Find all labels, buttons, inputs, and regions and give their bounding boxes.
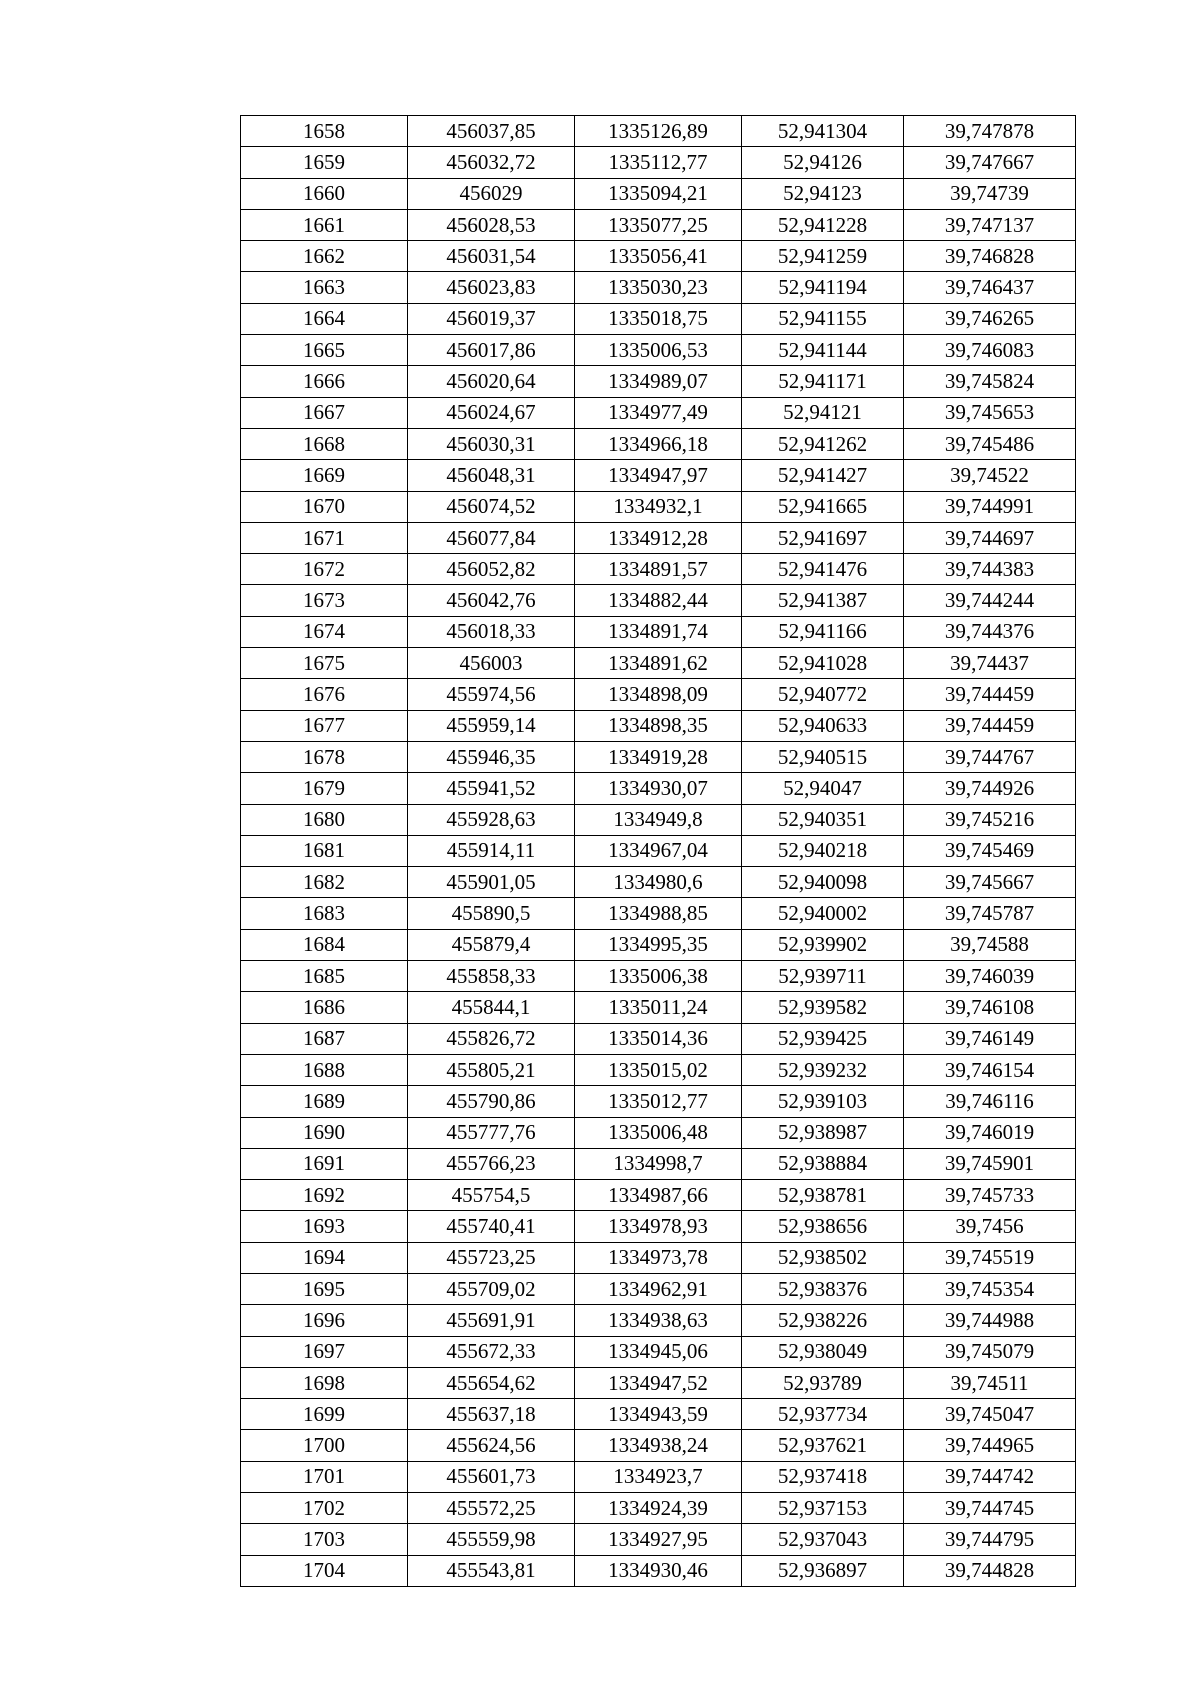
cell-x: 455858,33 (408, 961, 575, 992)
cell-lat: 52,941166 (742, 616, 904, 647)
cell-y: 1335094,21 (575, 178, 742, 209)
cell-y: 1334924,39 (575, 1493, 742, 1524)
cell-lat: 52,937734 (742, 1399, 904, 1430)
cell-y: 1334938,24 (575, 1430, 742, 1461)
table-row (241, 741, 1076, 772)
cell-lon: 39,746039 (904, 961, 1076, 992)
cell-lat: 52,941171 (742, 366, 904, 397)
cell-lat: 52,937043 (742, 1524, 904, 1555)
cell-lon: 39,746437 (904, 272, 1076, 303)
table-row (241, 1117, 1076, 1148)
cell-y: 1334930,07 (575, 773, 742, 804)
cell-lat: 52,941665 (742, 491, 904, 522)
cell-lat: 52,941427 (742, 460, 904, 491)
table-row (241, 929, 1076, 960)
cell-lat: 52,939902 (742, 929, 904, 960)
cell-y: 1334973,78 (575, 1242, 742, 1273)
cell-y: 1334966,18 (575, 428, 742, 459)
cell-y: 1335077,25 (575, 209, 742, 240)
cell-y: 1335012,77 (575, 1086, 742, 1117)
cell-lat: 52,938656 (742, 1211, 904, 1242)
cell-y: 1335056,41 (575, 241, 742, 272)
table-row (241, 1211, 1076, 1242)
cell-y: 1335112,77 (575, 147, 742, 178)
cell-lat: 52,941262 (742, 428, 904, 459)
cell-x: 456019,37 (408, 303, 575, 334)
cell-lat: 52,941028 (742, 648, 904, 679)
cell-point-no: 1663 (241, 272, 408, 303)
table-row (241, 303, 1076, 334)
cell-y: 1334923,7 (575, 1461, 742, 1492)
cell-point-no: 1661 (241, 209, 408, 240)
cell-point-no: 1660 (241, 178, 408, 209)
table-row (241, 898, 1076, 929)
cell-lon: 39,745667 (904, 867, 1076, 898)
cell-y: 1334912,28 (575, 522, 742, 553)
cell-x: 456042,76 (408, 585, 575, 616)
cell-lon: 39,744795 (904, 1524, 1076, 1555)
cell-y: 1334977,49 (575, 397, 742, 428)
table-row (241, 147, 1076, 178)
cell-lat: 52,940098 (742, 867, 904, 898)
cell-point-no: 1664 (241, 303, 408, 334)
cell-point-no: 1675 (241, 648, 408, 679)
cell-y: 1334891,62 (575, 648, 742, 679)
cell-lon: 39,74522 (904, 460, 1076, 491)
cell-point-no: 1704 (241, 1555, 408, 1586)
table-row (241, 867, 1076, 898)
cell-x: 455879,4 (408, 929, 575, 960)
cell-lat: 52,938376 (742, 1273, 904, 1304)
cell-lat: 52,938781 (742, 1180, 904, 1211)
cell-x: 456074,52 (408, 491, 575, 522)
cell-lat: 52,941155 (742, 303, 904, 334)
table-row (241, 1524, 1076, 1555)
cell-y: 1334962,91 (575, 1273, 742, 1304)
cell-lat: 52,940515 (742, 741, 904, 772)
cell-point-no: 1683 (241, 898, 408, 929)
cell-lat: 52,939582 (742, 992, 904, 1023)
cell-lat: 52,94126 (742, 147, 904, 178)
cell-point-no: 1687 (241, 1023, 408, 1054)
cell-x: 456024,67 (408, 397, 575, 428)
table-row (241, 1430, 1076, 1461)
cell-x: 455601,73 (408, 1461, 575, 1492)
table-row (241, 366, 1076, 397)
cell-lat: 52,939711 (742, 961, 904, 992)
cell-point-no: 1701 (241, 1461, 408, 1492)
cell-lon: 39,744991 (904, 491, 1076, 522)
cell-x: 456030,31 (408, 428, 575, 459)
cell-lon: 39,746265 (904, 303, 1076, 334)
cell-x: 455766,23 (408, 1148, 575, 1179)
cell-y: 1334891,57 (575, 554, 742, 585)
cell-lon: 39,74588 (904, 929, 1076, 960)
cell-lat: 52,94121 (742, 397, 904, 428)
cell-lon: 39,744745 (904, 1493, 1076, 1524)
cell-y: 1334943,59 (575, 1399, 742, 1430)
cell-lat: 52,941476 (742, 554, 904, 585)
cell-lat: 52,937153 (742, 1493, 904, 1524)
table-row (241, 804, 1076, 835)
cell-point-no: 1692 (241, 1180, 408, 1211)
table-row (241, 773, 1076, 804)
table-row (241, 1023, 1076, 1054)
table-row (241, 835, 1076, 866)
cell-lon: 39,745901 (904, 1148, 1076, 1179)
cell-x: 455844,1 (408, 992, 575, 1023)
cell-lon: 39,746108 (904, 992, 1076, 1023)
cell-y: 1334989,07 (575, 366, 742, 397)
cell-y: 1335006,48 (575, 1117, 742, 1148)
table-row (241, 679, 1076, 710)
table-row (241, 1367, 1076, 1398)
table-row (241, 491, 1076, 522)
table-row (241, 1493, 1076, 1524)
table-row (241, 1461, 1076, 1492)
cell-y: 1335126,89 (575, 116, 742, 147)
cell-lat: 52,941259 (742, 241, 904, 272)
cell-lon: 39,746154 (904, 1054, 1076, 1085)
cell-point-no: 1685 (241, 961, 408, 992)
cell-lat: 52,941144 (742, 335, 904, 366)
cell-x: 455946,35 (408, 741, 575, 772)
cell-lon: 39,746149 (904, 1023, 1076, 1054)
cell-y: 1334938,63 (575, 1305, 742, 1336)
cell-y: 1334919,28 (575, 741, 742, 772)
table-row (241, 554, 1076, 585)
cell-x: 455901,05 (408, 867, 575, 898)
cell-lat: 52,937418 (742, 1461, 904, 1492)
cell-x: 455709,02 (408, 1273, 575, 1304)
cell-y: 1334978,93 (575, 1211, 742, 1242)
cell-x: 455959,14 (408, 710, 575, 741)
cell-point-no: 1691 (241, 1148, 408, 1179)
cell-lat: 52,939425 (742, 1023, 904, 1054)
cell-point-no: 1658 (241, 116, 408, 147)
cell-x: 456018,33 (408, 616, 575, 647)
cell-y: 1334947,97 (575, 460, 742, 491)
cell-lat: 52,94047 (742, 773, 904, 804)
cell-point-no: 1667 (241, 397, 408, 428)
cell-x: 456017,86 (408, 335, 575, 366)
cell-x: 455740,41 (408, 1211, 575, 1242)
cell-x: 456077,84 (408, 522, 575, 553)
cell-lat: 52,941387 (742, 585, 904, 616)
cell-x: 456052,82 (408, 554, 575, 585)
cell-lat: 52,941697 (742, 522, 904, 553)
table-row (241, 522, 1076, 553)
cell-y: 1335006,53 (575, 335, 742, 366)
cell-x: 455805,21 (408, 1054, 575, 1085)
table-row (241, 116, 1076, 147)
cell-x: 456003 (408, 648, 575, 679)
cell-y: 1334949,8 (575, 804, 742, 835)
cell-y: 1335015,02 (575, 1054, 742, 1085)
table-row (241, 209, 1076, 240)
cell-y: 1334987,66 (575, 1180, 742, 1211)
cell-lon: 39,744926 (904, 773, 1076, 804)
cell-y: 1335018,75 (575, 303, 742, 334)
table-row (241, 1305, 1076, 1336)
cell-point-no: 1703 (241, 1524, 408, 1555)
cell-y: 1335011,24 (575, 992, 742, 1023)
cell-lon: 39,744828 (904, 1555, 1076, 1586)
table-row (241, 1336, 1076, 1367)
cell-x: 456023,83 (408, 272, 575, 303)
cell-x: 455777,76 (408, 1117, 575, 1148)
coordinates-table (240, 115, 1076, 1587)
table-row (241, 1148, 1076, 1179)
table-row (241, 1242, 1076, 1273)
cell-lon: 39,74511 (904, 1367, 1076, 1398)
cell-lon: 39,744459 (904, 679, 1076, 710)
cell-point-no: 1695 (241, 1273, 408, 1304)
cell-lon: 39,747878 (904, 116, 1076, 147)
cell-lon: 39,744988 (904, 1305, 1076, 1336)
cell-lon: 39,745047 (904, 1399, 1076, 1430)
cell-lat: 52,939232 (742, 1054, 904, 1085)
cell-lat: 52,939103 (742, 1086, 904, 1117)
cell-lon: 39,744742 (904, 1461, 1076, 1492)
table-row (241, 616, 1076, 647)
cell-point-no: 1680 (241, 804, 408, 835)
cell-y: 1334980,6 (575, 867, 742, 898)
cell-x: 455974,56 (408, 679, 575, 710)
cell-point-no: 1659 (241, 147, 408, 178)
cell-lon: 39,747667 (904, 147, 1076, 178)
table-row (241, 1273, 1076, 1304)
cell-y: 1334932,1 (575, 491, 742, 522)
cell-lon: 39,745519 (904, 1242, 1076, 1273)
cell-lat: 52,94123 (742, 178, 904, 209)
cell-lat: 52,941228 (742, 209, 904, 240)
cell-point-no: 1689 (241, 1086, 408, 1117)
cell-y: 1334927,95 (575, 1524, 742, 1555)
cell-x: 455928,63 (408, 804, 575, 835)
cell-point-no: 1700 (241, 1430, 408, 1461)
cell-y: 1335030,23 (575, 272, 742, 303)
cell-point-no: 1682 (241, 867, 408, 898)
cell-lon: 39,744383 (904, 554, 1076, 585)
cell-lat: 52,936897 (742, 1555, 904, 1586)
cell-y: 1334988,85 (575, 898, 742, 929)
cell-x: 455890,5 (408, 898, 575, 929)
coordinates-table-body (241, 116, 1076, 1587)
table-row (241, 272, 1076, 303)
cell-lon: 39,745079 (904, 1336, 1076, 1367)
cell-point-no: 1698 (241, 1367, 408, 1398)
cell-point-no: 1679 (241, 773, 408, 804)
cell-y: 1334998,7 (575, 1148, 742, 1179)
cell-lat: 52,941304 (742, 116, 904, 147)
table-row (241, 585, 1076, 616)
cell-lon: 39,745653 (904, 397, 1076, 428)
cell-lon: 39,745486 (904, 428, 1076, 459)
cell-lat: 52,940772 (742, 679, 904, 710)
cell-lon: 39,744459 (904, 710, 1076, 741)
cell-y: 1334898,09 (575, 679, 742, 710)
cell-lon: 39,746828 (904, 241, 1076, 272)
table-row (241, 1180, 1076, 1211)
cell-x: 455559,98 (408, 1524, 575, 1555)
cell-point-no: 1662 (241, 241, 408, 272)
cell-lon: 39,745354 (904, 1273, 1076, 1304)
cell-lat: 52,940002 (742, 898, 904, 929)
cell-point-no: 1699 (241, 1399, 408, 1430)
cell-point-no: 1670 (241, 491, 408, 522)
cell-point-no: 1665 (241, 335, 408, 366)
cell-y: 1334882,44 (575, 585, 742, 616)
cell-x: 455672,33 (408, 1336, 575, 1367)
cell-point-no: 1686 (241, 992, 408, 1023)
cell-point-no: 1666 (241, 366, 408, 397)
cell-x: 455790,86 (408, 1086, 575, 1117)
cell-point-no: 1671 (241, 522, 408, 553)
cell-point-no: 1669 (241, 460, 408, 491)
cell-lat: 52,938987 (742, 1117, 904, 1148)
cell-lat: 52,940218 (742, 835, 904, 866)
cell-x: 456029 (408, 178, 575, 209)
cell-lon: 39,746019 (904, 1117, 1076, 1148)
cell-lon: 39,745733 (904, 1180, 1076, 1211)
table-row (241, 1399, 1076, 1430)
cell-point-no: 1674 (241, 616, 408, 647)
table-row (241, 1086, 1076, 1117)
cell-lon: 39,744965 (904, 1430, 1076, 1461)
cell-point-no: 1693 (241, 1211, 408, 1242)
cell-x: 455941,52 (408, 773, 575, 804)
cell-lon: 39,74739 (904, 178, 1076, 209)
cell-lon: 39,747137 (904, 209, 1076, 240)
cell-lat: 52,938502 (742, 1242, 904, 1273)
cell-point-no: 1681 (241, 835, 408, 866)
cell-point-no: 1702 (241, 1493, 408, 1524)
cell-y: 1334891,74 (575, 616, 742, 647)
cell-point-no: 1673 (241, 585, 408, 616)
cell-lat: 52,940351 (742, 804, 904, 835)
cell-point-no: 1676 (241, 679, 408, 710)
cell-x: 455914,11 (408, 835, 575, 866)
table-row (241, 335, 1076, 366)
cell-y: 1335006,38 (575, 961, 742, 992)
cell-lon: 39,745216 (904, 804, 1076, 835)
cell-x: 455826,72 (408, 1023, 575, 1054)
cell-point-no: 1677 (241, 710, 408, 741)
table-row (241, 1555, 1076, 1586)
cell-lon: 39,746083 (904, 335, 1076, 366)
cell-lon: 39,744767 (904, 741, 1076, 772)
cell-y: 1334995,35 (575, 929, 742, 960)
cell-x: 456032,72 (408, 147, 575, 178)
cell-lat: 52,93789 (742, 1367, 904, 1398)
table-row (241, 178, 1076, 209)
cell-lon: 39,744697 (904, 522, 1076, 553)
table-row (241, 710, 1076, 741)
cell-x: 455543,81 (408, 1555, 575, 1586)
cell-x: 455654,62 (408, 1367, 575, 1398)
cell-lon: 39,746116 (904, 1086, 1076, 1117)
cell-point-no: 1690 (241, 1117, 408, 1148)
cell-lon: 39,7456 (904, 1211, 1076, 1242)
cell-point-no: 1694 (241, 1242, 408, 1273)
table-row (241, 397, 1076, 428)
cell-point-no: 1697 (241, 1336, 408, 1367)
cell-point-no: 1688 (241, 1054, 408, 1085)
cell-lon: 39,745787 (904, 898, 1076, 929)
cell-x: 455691,91 (408, 1305, 575, 1336)
cell-lat: 52,938226 (742, 1305, 904, 1336)
table-row (241, 241, 1076, 272)
table-row (241, 992, 1076, 1023)
cell-lat: 52,938049 (742, 1336, 904, 1367)
cell-x: 455637,18 (408, 1399, 575, 1430)
cell-lat: 52,941194 (742, 272, 904, 303)
cell-x: 455754,5 (408, 1180, 575, 1211)
cell-point-no: 1684 (241, 929, 408, 960)
cell-x: 456020,64 (408, 366, 575, 397)
cell-lat: 52,937621 (742, 1430, 904, 1461)
cell-y: 1335014,36 (575, 1023, 742, 1054)
table-row (241, 460, 1076, 491)
table-row (241, 428, 1076, 459)
cell-lat: 52,940633 (742, 710, 904, 741)
cell-x: 455572,25 (408, 1493, 575, 1524)
cell-point-no: 1668 (241, 428, 408, 459)
cell-y: 1334947,52 (575, 1367, 742, 1398)
cell-x: 455624,56 (408, 1430, 575, 1461)
cell-x: 456048,31 (408, 460, 575, 491)
cell-point-no: 1696 (241, 1305, 408, 1336)
cell-y: 1334967,04 (575, 835, 742, 866)
cell-x: 455723,25 (408, 1242, 575, 1273)
table-row (241, 648, 1076, 679)
cell-lon: 39,745824 (904, 366, 1076, 397)
cell-point-no: 1678 (241, 741, 408, 772)
table-row (241, 1054, 1076, 1085)
cell-lon: 39,744244 (904, 585, 1076, 616)
cell-point-no: 1672 (241, 554, 408, 585)
cell-y: 1334930,46 (575, 1555, 742, 1586)
cell-lon: 39,745469 (904, 835, 1076, 866)
cell-lon: 39,744376 (904, 616, 1076, 647)
table-row (241, 961, 1076, 992)
cell-x: 456028,53 (408, 209, 575, 240)
cell-y: 1334945,06 (575, 1336, 742, 1367)
cell-x: 456037,85 (408, 116, 575, 147)
cell-lon: 39,74437 (904, 648, 1076, 679)
cell-lat: 52,938884 (742, 1148, 904, 1179)
cell-y: 1334898,35 (575, 710, 742, 741)
cell-x: 456031,54 (408, 241, 575, 272)
